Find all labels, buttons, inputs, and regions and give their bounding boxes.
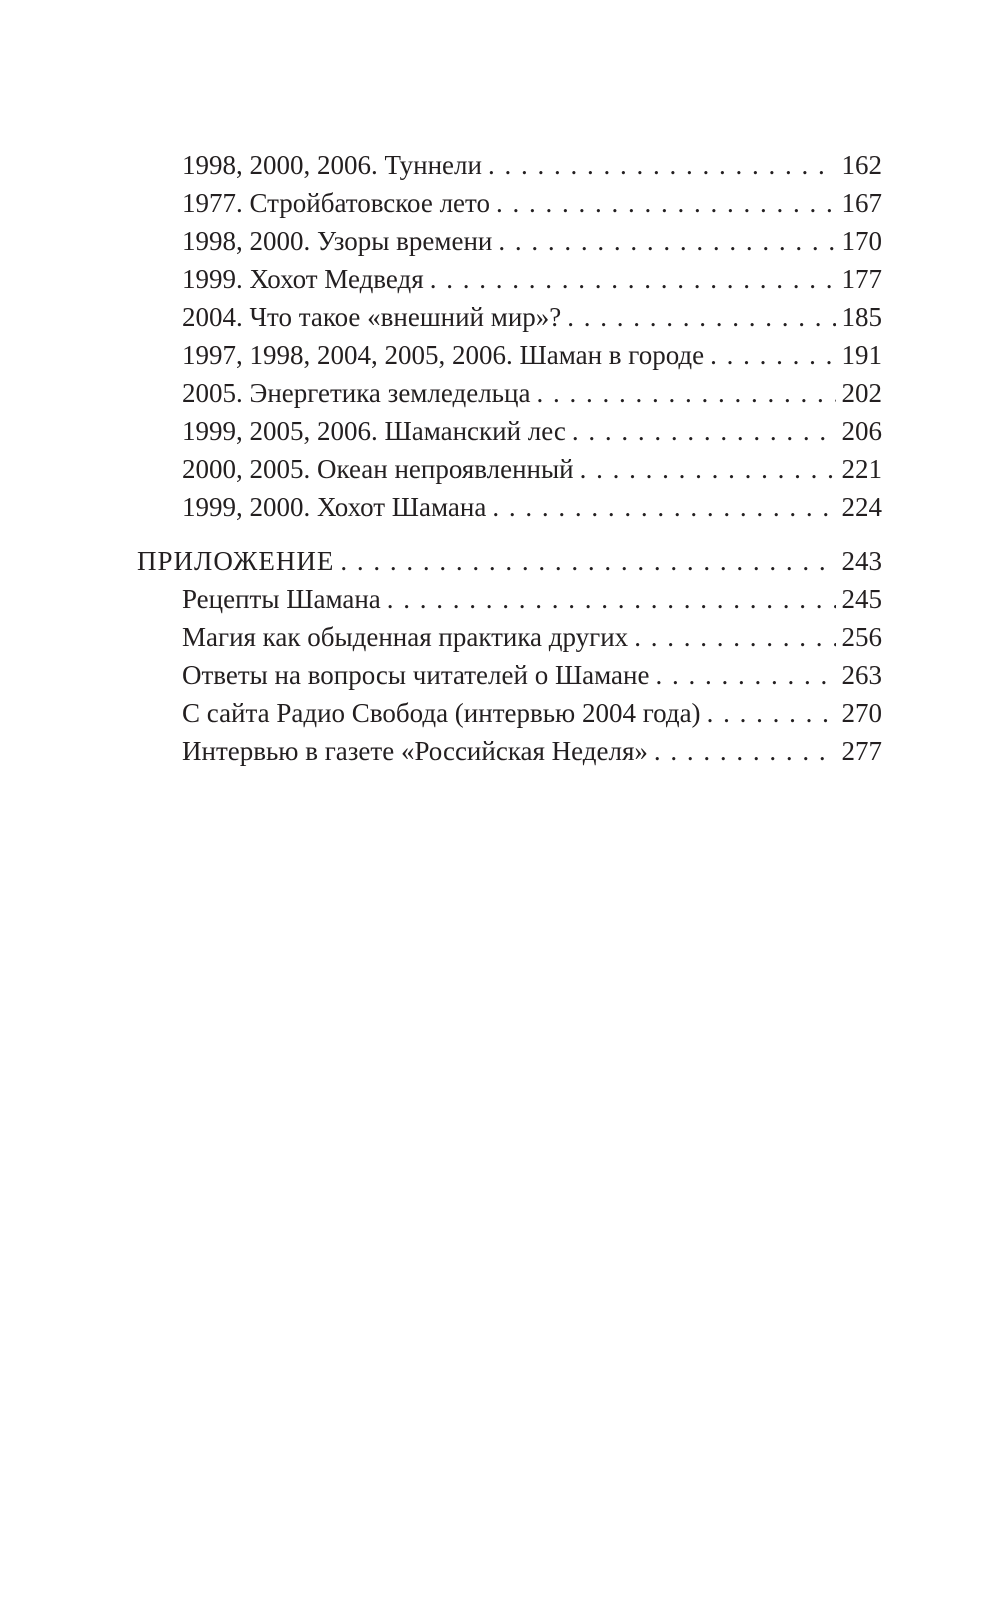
toc-leader-dots	[710, 336, 835, 374]
toc-leader-dots	[567, 298, 835, 336]
toc-leader-dots	[655, 656, 835, 694]
toc-entry-title: 2000, 2005. Океан непроявленный	[182, 454, 574, 484]
toc-entry-page: 177	[841, 264, 882, 294]
toc-leader-dots	[496, 184, 836, 222]
toc-entry	[137, 412, 882, 450]
toc-entry	[137, 146, 882, 184]
toc-entry	[137, 580, 882, 618]
toc-leader-dots	[654, 732, 836, 770]
toc-entry	[137, 732, 882, 770]
toc-entry-page: 245	[841, 584, 882, 614]
toc-entry-page: 277	[841, 736, 882, 766]
toc-entry-title: 1977. Стройбатовское лето	[182, 188, 490, 218]
toc-leader-dots	[488, 146, 836, 184]
toc-entry-title: 1998, 2000. Узоры времени	[182, 226, 493, 256]
toc-entry-page: 221	[841, 454, 882, 484]
toc-leader-dots	[498, 222, 835, 260]
table-of-contents	[137, 146, 882, 770]
toc-entry	[137, 656, 882, 694]
toc-leader-dots	[387, 580, 836, 618]
toc-entry-title: Интервью в газете «Российская Неделя»	[182, 736, 648, 766]
toc-leader-dots	[580, 450, 836, 488]
toc-leader-dots	[707, 694, 836, 732]
toc-entry	[137, 694, 882, 732]
toc-entry-title: 2004. Что такое «внешний мир»?	[182, 302, 562, 332]
toc-entry-title: 1999. Хохот Медведя	[182, 264, 424, 294]
toc-entry-page: 167	[841, 188, 882, 218]
toc-entry-page: 202	[841, 378, 882, 408]
toc-entry	[137, 336, 882, 374]
toc-leader-dots	[572, 412, 836, 450]
toc-entry-title: Магия как обыденная практика других	[182, 622, 629, 652]
toc-entry-page: 162	[841, 150, 882, 180]
toc-entry	[137, 618, 882, 656]
toc-entry-page: 206	[841, 416, 882, 446]
toc-entry-title: С сайта Радио Свобода (интервью 2004 года)	[182, 698, 701, 728]
toc-section-appendix	[137, 542, 882, 580]
toc-entry	[137, 260, 882, 298]
toc-entry-title: Рецепты Шамана	[182, 584, 381, 614]
toc-entry	[137, 374, 882, 412]
toc-entry-page: 256	[841, 622, 882, 652]
toc-leader-dots	[536, 374, 835, 412]
toc-entry-page: 185	[841, 302, 882, 332]
toc-entry-title: 1999, 2005, 2006. Шаманский лес	[182, 416, 566, 446]
toc-entry-title: Ответы на вопросы читателей о Шамане	[182, 660, 650, 690]
toc-entry-title: 1998, 2000, 2006. Туннели	[182, 150, 482, 180]
toc-entry	[137, 488, 882, 526]
toc-section-page: 243	[841, 546, 882, 576]
toc-entry-title: 1997, 1998, 2004, 2005, 2006. Шаман в городе	[182, 340, 705, 370]
toc-leader-dots	[492, 488, 835, 526]
toc-leader-dots	[340, 542, 835, 580]
toc-entry	[137, 450, 882, 488]
toc-entry	[137, 222, 882, 260]
toc-leader-dots	[430, 260, 836, 298]
toc-entry	[137, 298, 882, 336]
toc-entry-page: 170	[841, 226, 882, 256]
toc-entry-page: 270	[841, 698, 882, 728]
toc-leader-dots	[634, 618, 835, 656]
toc-entry-title: 2005. Энергетика земледельца	[182, 378, 531, 408]
toc-entry-page: 263	[841, 660, 882, 690]
toc-entry-title: 1999, 2000. Хохот Шамана	[182, 492, 487, 522]
toc-entry-page: 191	[841, 340, 882, 370]
toc-entry-page: 224	[841, 492, 882, 522]
toc-section-title: ПРИЛОЖЕНИЕ	[137, 546, 335, 576]
toc-entry	[137, 184, 882, 222]
